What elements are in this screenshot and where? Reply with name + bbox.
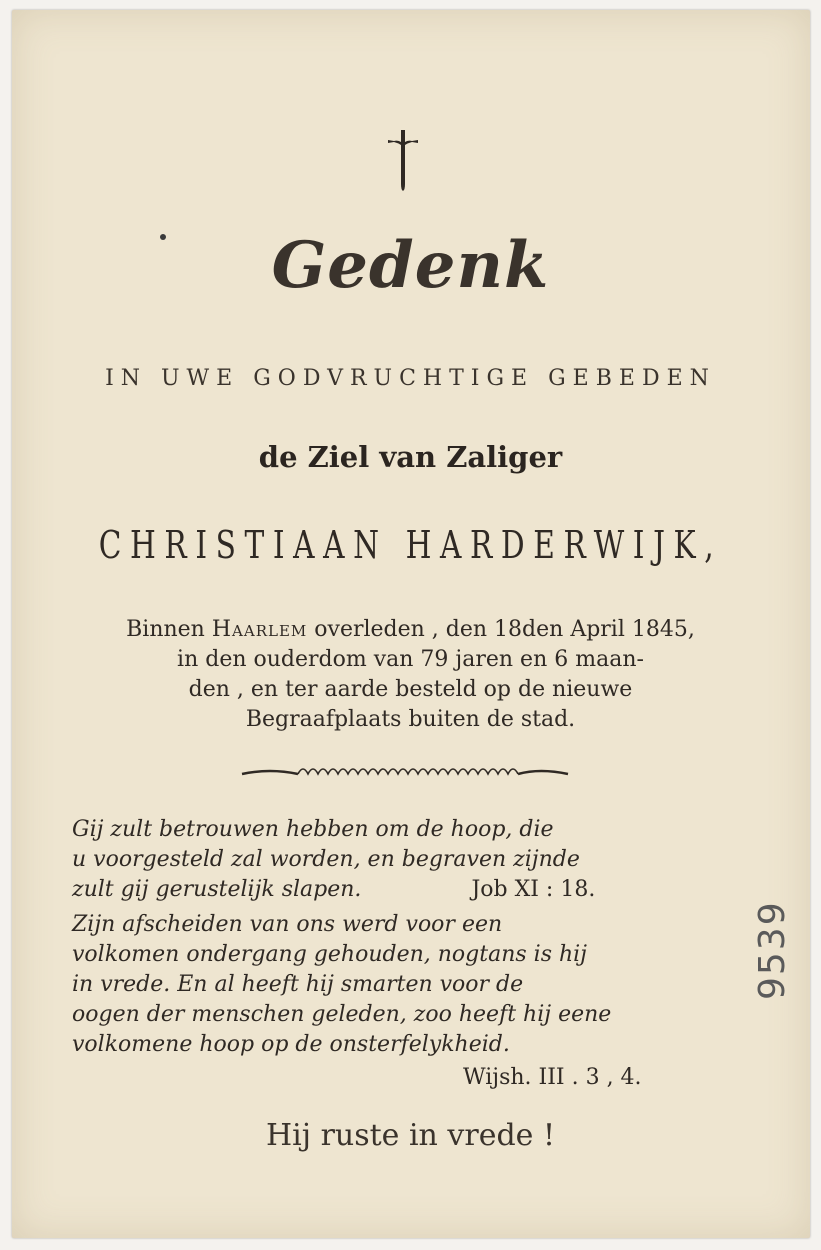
verse-wisdom-line-3: in vrede. En al heeft hij smarten voor de (72, 972, 524, 997)
bio-line-1-pre: Binnen (126, 617, 212, 642)
verse-wisdom (72, 910, 737, 1060)
gedenk-text: Gedenk (271, 228, 550, 303)
verse-wisdom-line-1: Zijn afscheiden van ons werd voor een (72, 912, 503, 937)
bio-line-1 (0, 615, 821, 645)
gedenk-title (0, 228, 821, 303)
prayer-line: IN UWE GODVRUCHTIGE GEBEDEN (105, 366, 716, 391)
verse-job (72, 815, 737, 905)
bio-line-3: den , en ter aarde besteld op de nieuwe (188, 677, 633, 702)
bio-city: Haarlem (211, 617, 308, 642)
verse-job-line-1: Gij zult betrouwen hebben om de hoop, die (72, 817, 554, 842)
verse-wisdom-line-2: volkomen ondergang gehouden, nogtans is hij (72, 942, 588, 967)
verse-job-reference: Job XI : 18. (471, 877, 596, 902)
flourish-divider (240, 758, 570, 788)
biography (0, 615, 821, 735)
bio-line-4: Begraafplaats buiten de stad. (245, 707, 576, 732)
verse-wisdom-line-4: oogen der menschen geleden, zoo heeft hij eene (72, 1002, 612, 1027)
bio-line-1-post: overleden , den 18den April 1845, (307, 617, 695, 642)
soul-line: de Ziel van Zaliger (258, 440, 563, 474)
verse-job-line-3 (72, 875, 737, 905)
handwritten-number: 9539 (752, 900, 793, 1000)
bio-line-2: in den ouderdom van 79 jaren en 6 maan- (177, 647, 644, 672)
deceased-name: CHRISTIAAN HARDERWIJK, (98, 523, 723, 567)
cross-icon (386, 128, 420, 192)
verse-job-line-2: u voorgesteld zal worden, en begraven zijnde (72, 847, 580, 872)
verse-wisdom-line-5: volkomene hoop op de onsterfelykheid. (72, 1032, 510, 1057)
verse-job-line-3-text: zult gij gerustelijk slapen. (72, 877, 362, 902)
verse-wisdom-reference: Wijsh. III . 3 , 4. (463, 1065, 642, 1090)
closing-line: Hij ruste in vrede ! (265, 1118, 556, 1153)
